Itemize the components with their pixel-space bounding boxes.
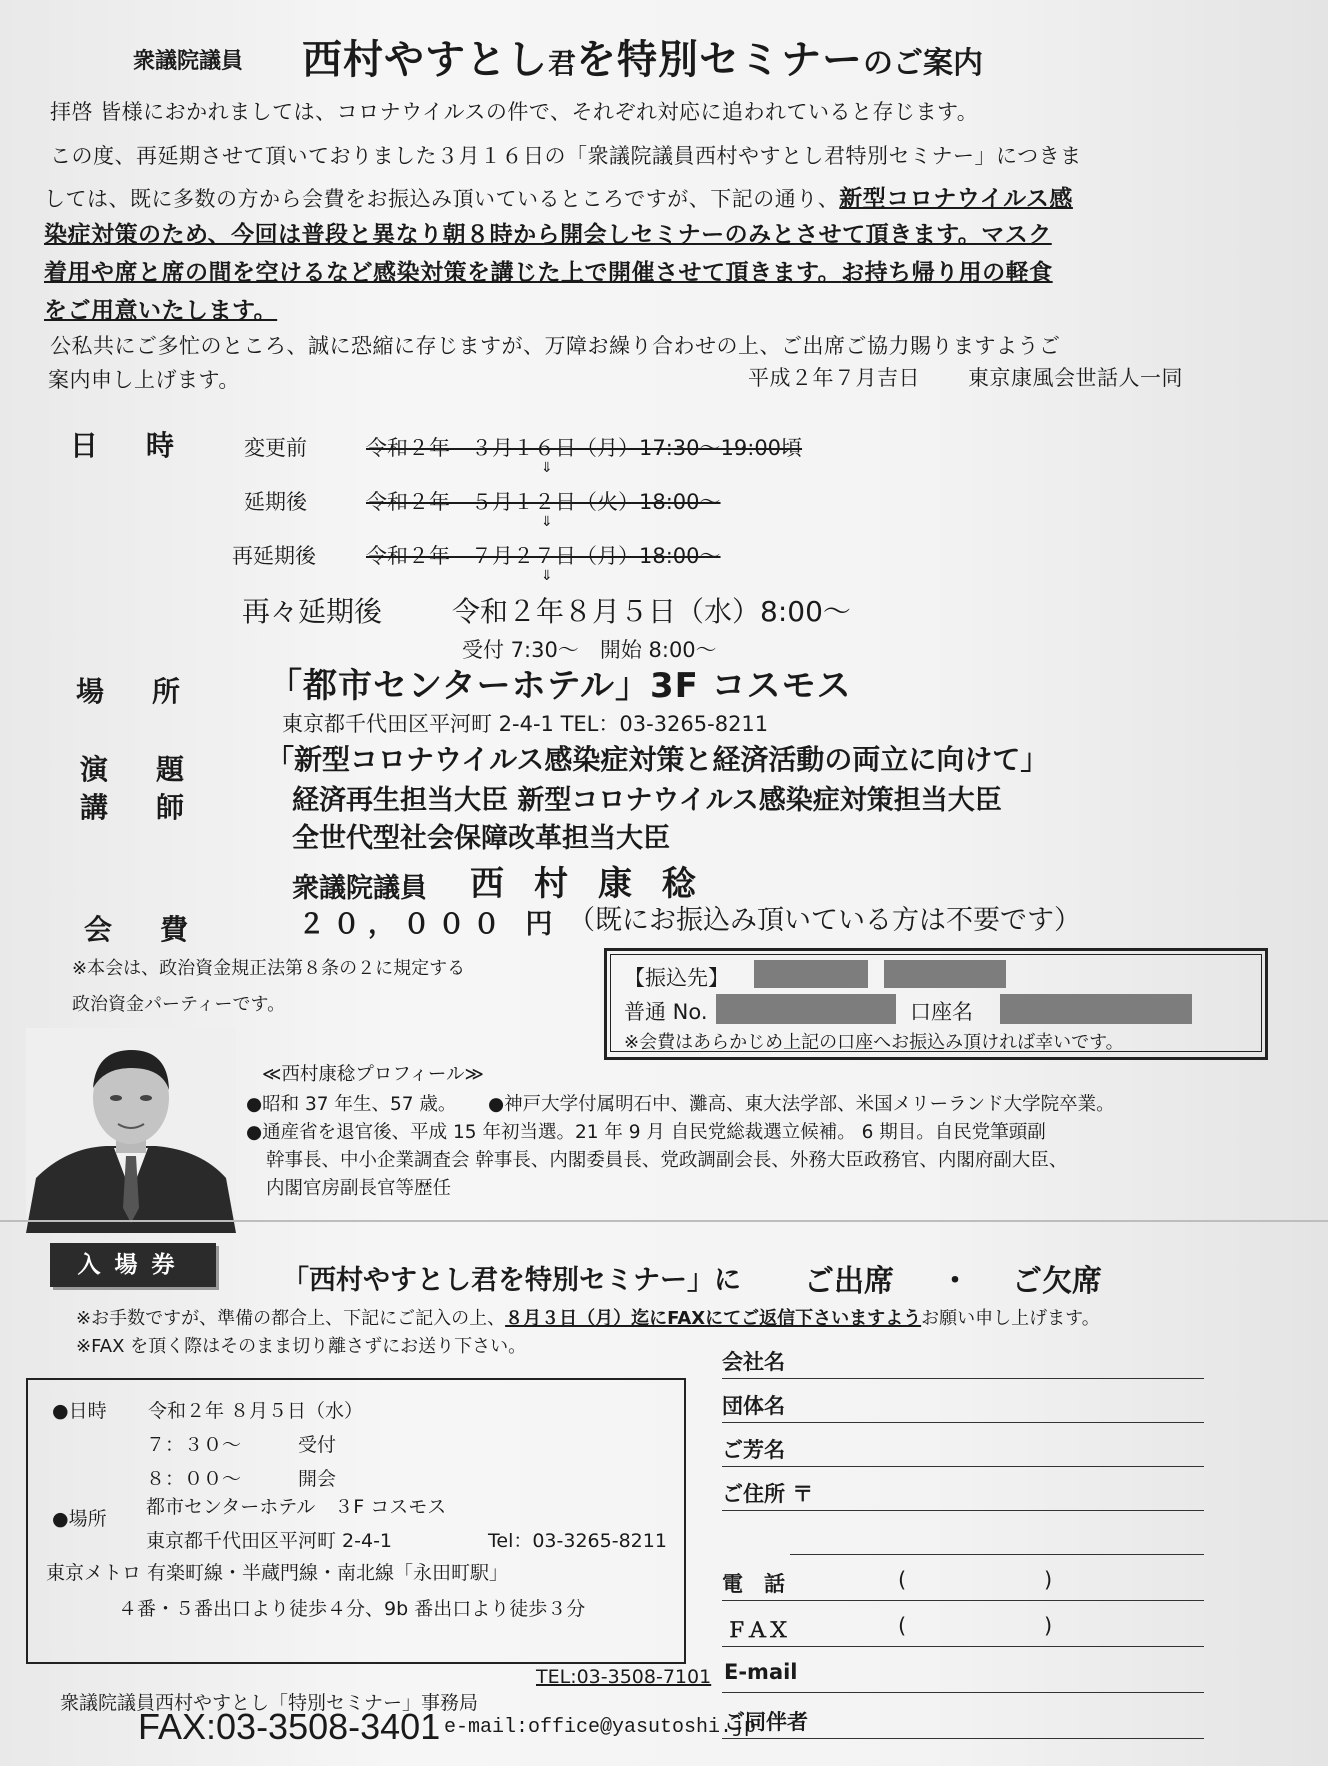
fee-label: 会費 (84, 913, 237, 946)
header-prefix: 衆議院議員 (133, 49, 244, 74)
fold-divider (0, 1220, 1328, 1222)
form-email-label: E-mail (724, 1660, 798, 1684)
footer-office: 衆議院議員西村やすとし「特別セミナー」事務局 (60, 1692, 479, 1714)
legal-note-2: 政治資金パーティーです。 (72, 994, 286, 1015)
schedule-row-3-label: 再延期後 (232, 544, 316, 568)
letter-line-3 (44, 180, 1073, 213)
title-wo: を (576, 37, 618, 83)
arrow-down-icon: ⇓ (541, 514, 553, 530)
info-tel: Tel：03-3265-8211 (488, 1530, 667, 1552)
redaction-bar (716, 994, 896, 1024)
arrow-down-icon: ⇓ (541, 460, 553, 476)
profile-line-1b: ●神戸大学付属明石中、灘高、東大法学部、米国メリーランド大学院卒業。 (488, 1094, 1115, 1115)
legal-note-1: ※本会は、政治資金規正法第８条の２に規定する (72, 958, 466, 979)
fax-paren-open: ( (898, 1614, 907, 1638)
ticket-note-1a: ※お手数ですが、準備の都合上、下記にご記入の上、 (76, 1308, 506, 1329)
letter-date: 平成２年７月吉日 (748, 366, 920, 390)
schedule-reception: 受付 7:30〜 開始 8:00〜 (462, 638, 717, 662)
letter-line-3a: しては、既に多数の方から会費をお振込み頂いているところですが、下記の通り、 (44, 187, 840, 211)
ticket-note-1 (76, 1304, 1100, 1330)
info-time-2: ８：００〜 (146, 1468, 242, 1490)
form-companion-label: ご同伴者 (724, 1710, 808, 1734)
letter-line-7: 公私共にご多忙のところ、誠に恐縮に存じますが、万障お繰り合わせの上、ご出席ご協力賜りますようご (50, 334, 1061, 358)
letter-line-5b: お持ち帰り用の軽食 (841, 260, 1053, 286)
footer-email: e-mail:office@yasutoshi.jp (444, 1716, 757, 1739)
letter-line-5a: 着用や席と席の間を空けるなど感染対策を講じた上で開催させて頂きます。 (44, 260, 842, 286)
profile-line-4: 内閣官房副長官等歴任 (266, 1178, 452, 1199)
companion-field[interactable] (722, 1738, 1204, 1739)
letter-sender: 東京康風会世話人一同 (968, 366, 1183, 390)
schedule-label: 日時 (70, 429, 223, 462)
speaker-photo (26, 1028, 236, 1233)
ticket-note-2: ※FAX を頂く際はそのまま切り離さずにお送り下さい。 (76, 1336, 527, 1357)
bank-account-name: 口座名 (910, 1000, 973, 1024)
profile-heading: ≪西村康稔プロフィール≫ (262, 1064, 484, 1085)
phone-paren-open: ( (898, 1568, 907, 1592)
absent-option[interactable]: ご欠席 (1012, 1264, 1102, 1299)
letter-line-2: この度、再延期させて頂いておりました３月１６日の「衆議院議員西村やすとし君特別セミナー」につきま (50, 144, 1082, 168)
info-time-1: ７：３０〜 (146, 1434, 242, 1456)
title-tail: のご案内 (863, 46, 984, 81)
ticket-badge: 入場券 (50, 1243, 216, 1287)
schedule-row-1-label: 変更前 (244, 436, 307, 460)
bank-heading: 【振込先】 (624, 966, 729, 990)
schedule-final-label: 再々延期後 (242, 595, 383, 628)
speaker-roles-1: 経済再生担当大臣 新型コロナウイルス感染症対策担当大臣 (292, 785, 1002, 816)
redaction-bar (884, 960, 1006, 988)
bank-account-type: 普通 No. (624, 1000, 708, 1024)
fax-paren-close: ) (1044, 1614, 1053, 1638)
form-address-label: ご住所 〒 (722, 1482, 814, 1506)
attend-option[interactable]: ご出席 (804, 1264, 894, 1299)
venue-address: 東京都千代田区平河町 2-4-1 TEL：03-3265-8211 (282, 712, 769, 736)
address-field-line-2[interactable] (790, 1554, 1204, 1555)
letter-line-1: 拝啓 皆様におかれましては、コロナウイルスの件で、それぞれ対応に追われていると存じます。 (50, 100, 979, 124)
info-place-label: ●場所 (52, 1508, 107, 1530)
redaction-bar (754, 960, 868, 988)
letter-line-5 (44, 254, 1053, 287)
info-time-2-label: 開会 (298, 1468, 337, 1490)
fax-field[interactable] (722, 1646, 1204, 1647)
profile-line-1a: ●昭和 37 年生、57 歳。 (246, 1094, 457, 1115)
redaction-bar (1000, 994, 1192, 1024)
footer-fax: FAX:03-3508-3401 (138, 1706, 441, 1747)
letter-line-3b: 新型コロナウイルス感 (839, 186, 1073, 212)
info-exits: ４番・５番出口より徒歩４分、9b 番出口より徒歩３分 (118, 1598, 586, 1620)
group-field[interactable] (722, 1422, 1204, 1423)
ticket-seminar: 「西村やすとし君を特別セミナー」に (282, 1265, 741, 1296)
speaker-title: 衆議院議員 (292, 873, 427, 904)
schedule-row-1-value: 令和２年 ３月１６日（月）17:30〜19:00頃 (366, 436, 803, 460)
info-date-label: ●日時 (52, 1400, 107, 1422)
profile-line-2: ●通産省を退官後、平成 15 年初当選。21 年 9 月 自民党総裁選立候補。 6 期目。自民党筆頭副 (246, 1122, 1046, 1143)
page-title (302, 28, 983, 85)
info-place: 都市センターホテル ３F コスモス (146, 1496, 447, 1518)
letter-line-6: をご用意いたします。 (44, 298, 278, 324)
title-seminar: 特別セミナー (617, 37, 864, 83)
title-kun: 君 (548, 47, 577, 80)
phone-paren-close: ) (1044, 1568, 1053, 1592)
lecture-title: 「新型コロナウイルス感染症対策と経済活動の両立に向けて」 (266, 743, 1049, 776)
speaker-label: 講師 (80, 791, 233, 824)
name-field[interactable] (722, 1466, 1204, 1467)
letter-line-8: 案内申し上げます。 (48, 368, 240, 392)
speaker-name: 西村康稔 (470, 864, 726, 904)
form-phone-label: 電 話 (722, 1572, 785, 1596)
lecture-label: 演題 (80, 753, 233, 786)
bank-note: ※会費はあらかじめ上記の口座へお振込み頂ければ幸いです。 (624, 1032, 1124, 1053)
form-name-label: ご芳名 (722, 1438, 785, 1462)
form-fax-label: ＦＡＸ (726, 1618, 789, 1642)
info-metro: 東京メトロ 有楽町線・半蔵門線・南北線「永田町駅」 (46, 1562, 509, 1584)
form-company-label: 会社名 (722, 1350, 785, 1374)
schedule-row-2-value: 令和２年 ５月１２日（火）18:00〜 (366, 490, 721, 514)
phone-field[interactable] (722, 1600, 1204, 1601)
address-field[interactable] (722, 1510, 1204, 1511)
info-address: 東京都千代田区平河町 2-4-1 (146, 1530, 393, 1552)
schedule-row-3-value: 令和２年 ７月２７日（月）18:00〜 (366, 544, 721, 568)
letter-line-4: 染症対策のため、今回は普段と異なり朝８時から開会しセミナーのみとさせて頂きます。マスク (44, 222, 1052, 248)
ticket-note-1b: ８月３日（月）迄にFAXにてご返信下さいますよう (505, 1308, 922, 1329)
info-date: 令和２年 ８月５日（水） (148, 1400, 364, 1422)
schedule-row-2-label: 延期後 (244, 490, 307, 514)
venue-name: 「都市センターホテル」3F コスモス (268, 666, 852, 706)
fee-amount: ２０，０００ 円 (298, 909, 561, 940)
schedule-final-value: 令和２年８月５日（水）8:00〜 (452, 595, 851, 628)
title-name: 西村やすとし (302, 37, 548, 83)
ticket-note-1c: お願い申し上げます。 (921, 1308, 1100, 1329)
profile-line-3: 幹事長、中小企業調査会 幹事長、内閣委員長、党政調副会長、外務大臣政務官、内閣府副大臣、 (266, 1150, 1068, 1171)
venue-label: 場所 (76, 675, 229, 708)
option-separator: ・ (940, 1264, 970, 1299)
footer-tel: TEL:03-3508-7101 (536, 1666, 712, 1688)
arrow-down-icon: ⇓ (541, 568, 553, 584)
info-time-1-label: 受付 (298, 1434, 337, 1456)
company-field[interactable] (722, 1378, 1204, 1379)
speaker-roles-2: 全世代型社会保障改革担当大臣 (292, 823, 670, 854)
fee-note: （既にお振込み頂いている方は不要です） (568, 905, 1081, 936)
email-field[interactable] (722, 1692, 1204, 1693)
form-group-label: 団体名 (722, 1394, 785, 1418)
